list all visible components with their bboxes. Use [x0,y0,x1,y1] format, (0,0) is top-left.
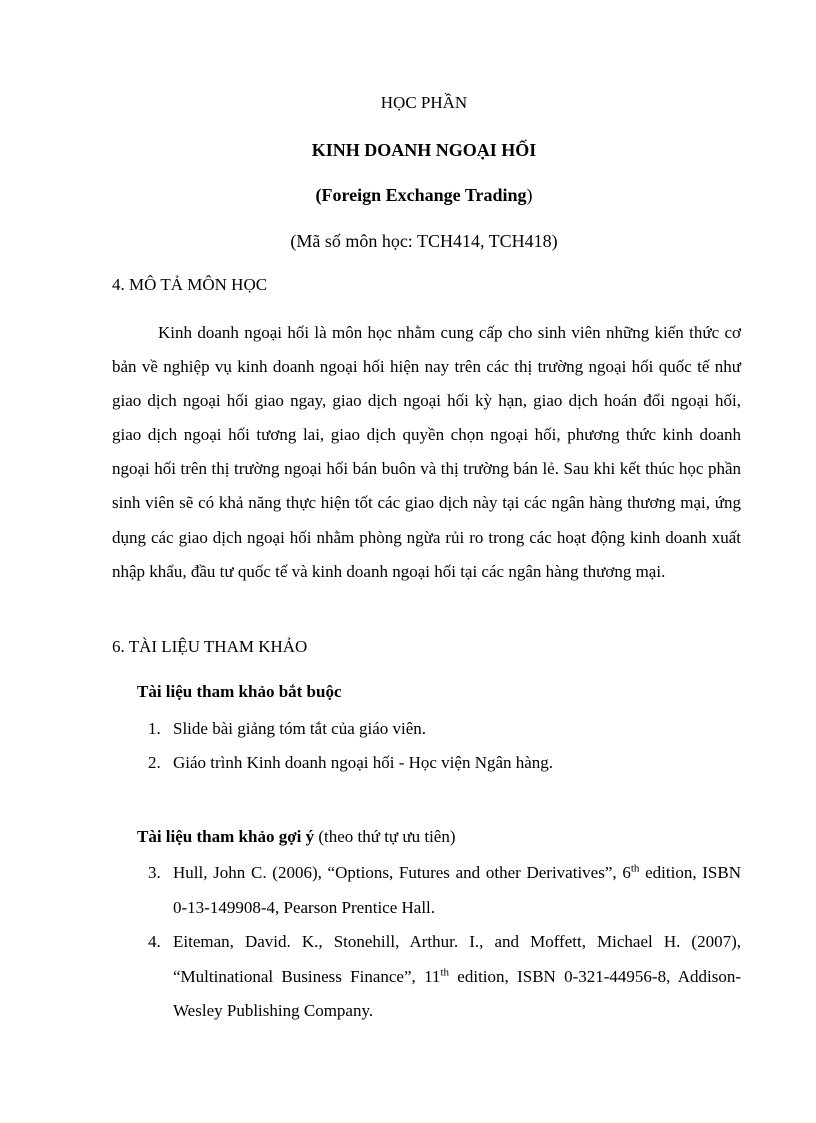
subtitle-close-paren: ) [526,185,533,205]
reference-item [148,856,741,925]
required-references-title: Tài liệu tham khảo bắt buộc [137,682,342,701]
section-heading-references: 6. TÀI LIỆU THAM KHẢO [112,637,308,656]
ordinal-superscript: th [440,965,449,978]
section-heading-description: 4. MÔ TẢ MÔN HỌC [112,275,268,294]
subtitle-open-paren: ( [315,185,322,205]
reference-text [173,925,741,1029]
course-title: KINH DOANH NGOẠI HỐI [311,140,537,160]
course-subtitle [0,185,816,206]
suggested-title-rest: (theo thứ tự ưu tiên) [314,827,456,846]
reference-number: 4. [148,932,161,951]
reference-text: Slide bài giảng tóm tắt của giáo viên. [173,719,427,738]
reference-number: 3. [148,863,161,882]
reference-item [148,746,741,781]
reference-number: 2. [148,753,161,772]
reference-text-part: Hull, John C. (2006), “Options, Futures and other Derivatives”, 6 [173,863,631,882]
reference-item [148,712,741,747]
description-paragraph: Kinh doanh ngoại hối là môn học nhằm cung cấp cho sinh viên những kiến thức cơ bản về nghiệp vụ kinh doanh ngoại hối hiện nay trên các thị trường ngoại hối quốc tế như giao dịch ngoại hối giao ngay, giao dịch ngoại hối kỳ hạn, giao dịch hoán đổi ngoại hối, giao dịch ngoại hối tương lai, giao dịch quyền chọn ngoại hối, phương thức kinh doanh ngoại hối trên thị trường ngoại hối bán buôn và thị trường bán lẻ. Sau khi kết thúc học phần sinh viên sẽ có khả năng thực hiện tốt các giao dịch này tại các ngân hàng thương mại, ứng dụng các giao dịch ngoại hối nhằm phòng ngừa rủi ro trong các hoạt động kinh doanh xuất nhập khẩu, đầu tư quốc tế và kinh doanh ngoại hối tại các ngân hàng thương mại. [112,323,741,581]
reference-item [148,925,741,1029]
reference-text-part: Eiteman, David. K., Stonehill, Arthur. I., and Moffett, Michael H. (2007), “Multinational Business Finance”, 11 [173,932,741,986]
reference-text-part: edition, ISBN 0-13-149908-4, Pearson Prentice Hall. [173,863,742,917]
subtitle-english: Foreign Exchange Trading [321,185,527,205]
reference-text [173,856,741,925]
suggested-title-bold: Tài liệu tham khảo gợi ý [137,827,315,846]
course-code: (Mã số môn học: TCH414, TCH418) [290,231,558,251]
reference-text: Giáo trình Kinh doanh ngoại hối - Học viện Ngân hàng. [173,753,554,772]
suggested-references-title [137,827,456,847]
reference-text-part: edition, ISBN 0-321-44956-8, Addison-Wesley Publishing Company. [173,966,741,1020]
course-label: HỌC PHẦN [380,93,468,112]
reference-number: 1. [148,719,161,738]
ordinal-superscript: th [630,862,640,875]
